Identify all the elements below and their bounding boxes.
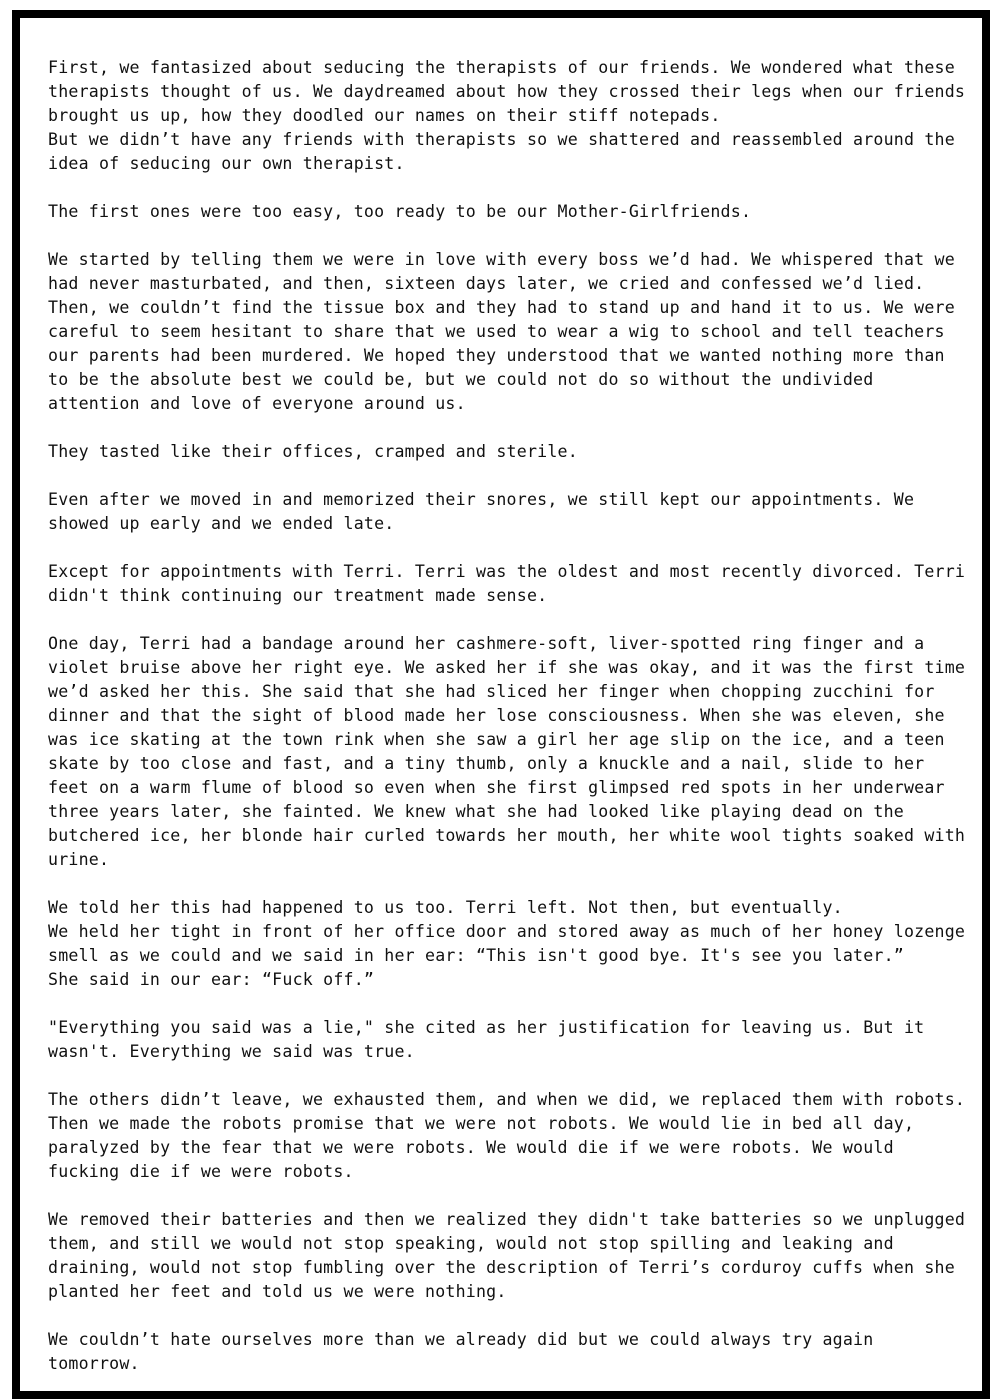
- paragraph: [48, 488, 968, 536]
- text-line: She said in our ear: “Fuck off.”: [48, 970, 375, 989]
- text-line: dinner and that the sight of blood made her lose consciousness. When she was eleven, she: [48, 706, 945, 725]
- text-line: idea of seducing our own therapist.: [48, 154, 405, 173]
- text-line: skate by too close and fast, and a tiny thumb, only a knuckle and a nail, slide to her: [48, 754, 925, 773]
- text-line: Then we made the robots promise that we were not robots. We would lie in bed all day,: [48, 1114, 915, 1133]
- paragraph: [48, 896, 968, 992]
- text-line: planted her feet and told us we were nothing.: [48, 1282, 507, 1301]
- text-line: We removed their batteries and then we realized they didn't take batteries so we unplugged: [48, 1210, 966, 1229]
- paragraph: [48, 56, 968, 176]
- text-line: We held her tight in front of her office door and stored away as much of her honey lozenge: [48, 922, 966, 941]
- text-line: paralyzed by the fear that we were robots. We would die if we were robots. We would: [48, 1138, 894, 1157]
- text-line: feet on a warm flume of blood so even when she first glimpsed red spots in her underwear: [48, 778, 945, 797]
- text-line: to be the absolute best we could be, but we could not do so without the undivided: [48, 370, 874, 389]
- text-line: wasn't. Everything we said was true.: [48, 1042, 415, 1061]
- text-line: smell as we could and we said in her ear: “This isn't good bye. It's see you later.”: [48, 946, 904, 965]
- text-line: showed up early and we ended late.: [48, 514, 395, 533]
- text-line: we’d asked her this. She said that she had sliced her finger when chopping zucchini for: [48, 682, 935, 701]
- text-line: attention and love of everyone around us.: [48, 394, 466, 413]
- text-line: fucking die if we were robots.: [48, 1162, 354, 1181]
- text-line: was ice skating at the town rink when she saw a girl her age slip on the ice, and a teen: [48, 730, 945, 749]
- paragraph: [48, 440, 968, 464]
- paragraph: [48, 1208, 968, 1304]
- paragraph: [48, 1088, 968, 1184]
- text-line: One day, Terri had a bandage around her cashmere-soft, liver-spotted ring finger and a: [48, 634, 925, 653]
- paragraph: [48, 248, 968, 416]
- text-line: But we didn’t have any friends with therapists so we shattered and reassembled around the: [48, 130, 955, 149]
- paragraph: [48, 1328, 968, 1376]
- text-line: Then, we couldn’t find the tissue box and they had to stand up and hand it to us. We were: [48, 298, 955, 317]
- text-line: We couldn’t hate ourselves more than we already did but we could always try again: [48, 1330, 874, 1349]
- text-line: "Everything you said was a lie," she cited as her justification for leaving us. But it: [48, 1018, 925, 1037]
- text-line: violet bruise above her right eye. We asked her if she was okay, and it was the first time: [48, 658, 966, 677]
- text-line: The first ones were too easy, too ready to be our Mother-Girlfriends.: [48, 202, 752, 221]
- text-line: First, we fantasized about seducing the therapists of our friends. We wondered what these: [48, 58, 955, 77]
- paragraph: [48, 560, 968, 608]
- text-line: Except for appointments with Terri. Terri was the oldest and most recently divorced. Terri: [48, 562, 966, 581]
- text-line: Even after we moved in and memorized their snores, we still kept our appointments. We: [48, 490, 915, 509]
- text-line: butchered ice, her blonde hair curled towards her mouth, her white wool tights soaked with: [48, 826, 966, 845]
- text-line: urine.: [48, 850, 110, 869]
- text-line: three years later, she fainted. We knew what she had looked like playing dead on the: [48, 802, 904, 821]
- text-line: careful to seem hesitant to share that we used to wear a wig to school and tell teachers: [48, 322, 945, 341]
- text-line: We told her this had happened to us too. Terri left. Not then, but eventually.: [48, 898, 843, 917]
- paragraph: [48, 200, 968, 224]
- text-line: We started by telling them we were in love with every boss we’d had. We whispered that we: [48, 250, 955, 269]
- text-line: tomorrow.: [48, 1354, 140, 1373]
- page-frame: [12, 10, 990, 1399]
- paragraph: [48, 632, 968, 872]
- text-line: didn't think continuing our treatment made sense.: [48, 586, 548, 605]
- text-line: brought us up, how they doodled our names on their stiff notepads.: [48, 106, 721, 125]
- text-line: them, and still we would not stop speaking, would not stop spilling and leaking and: [48, 1234, 894, 1253]
- text-line: The others didn’t leave, we exhausted them, and when we did, we replaced them with robots.: [48, 1090, 966, 1109]
- document-body: [48, 56, 968, 1400]
- text-line: our parents had been murdered. We hoped they understood that we wanted nothing more than: [48, 346, 945, 365]
- text-line: had never masturbated, and then, sixteen days later, we cried and confessed we’d lied.: [48, 274, 925, 293]
- text-line: They tasted like their offices, cramped and sterile.: [48, 442, 578, 461]
- text-line: therapists thought of us. We daydreamed about how they crossed their legs when our friends: [48, 82, 966, 101]
- text-line: draining, would not stop fumbling over the description of Terri’s corduroy cuffs when she: [48, 1258, 955, 1277]
- paragraph: [48, 1016, 968, 1064]
